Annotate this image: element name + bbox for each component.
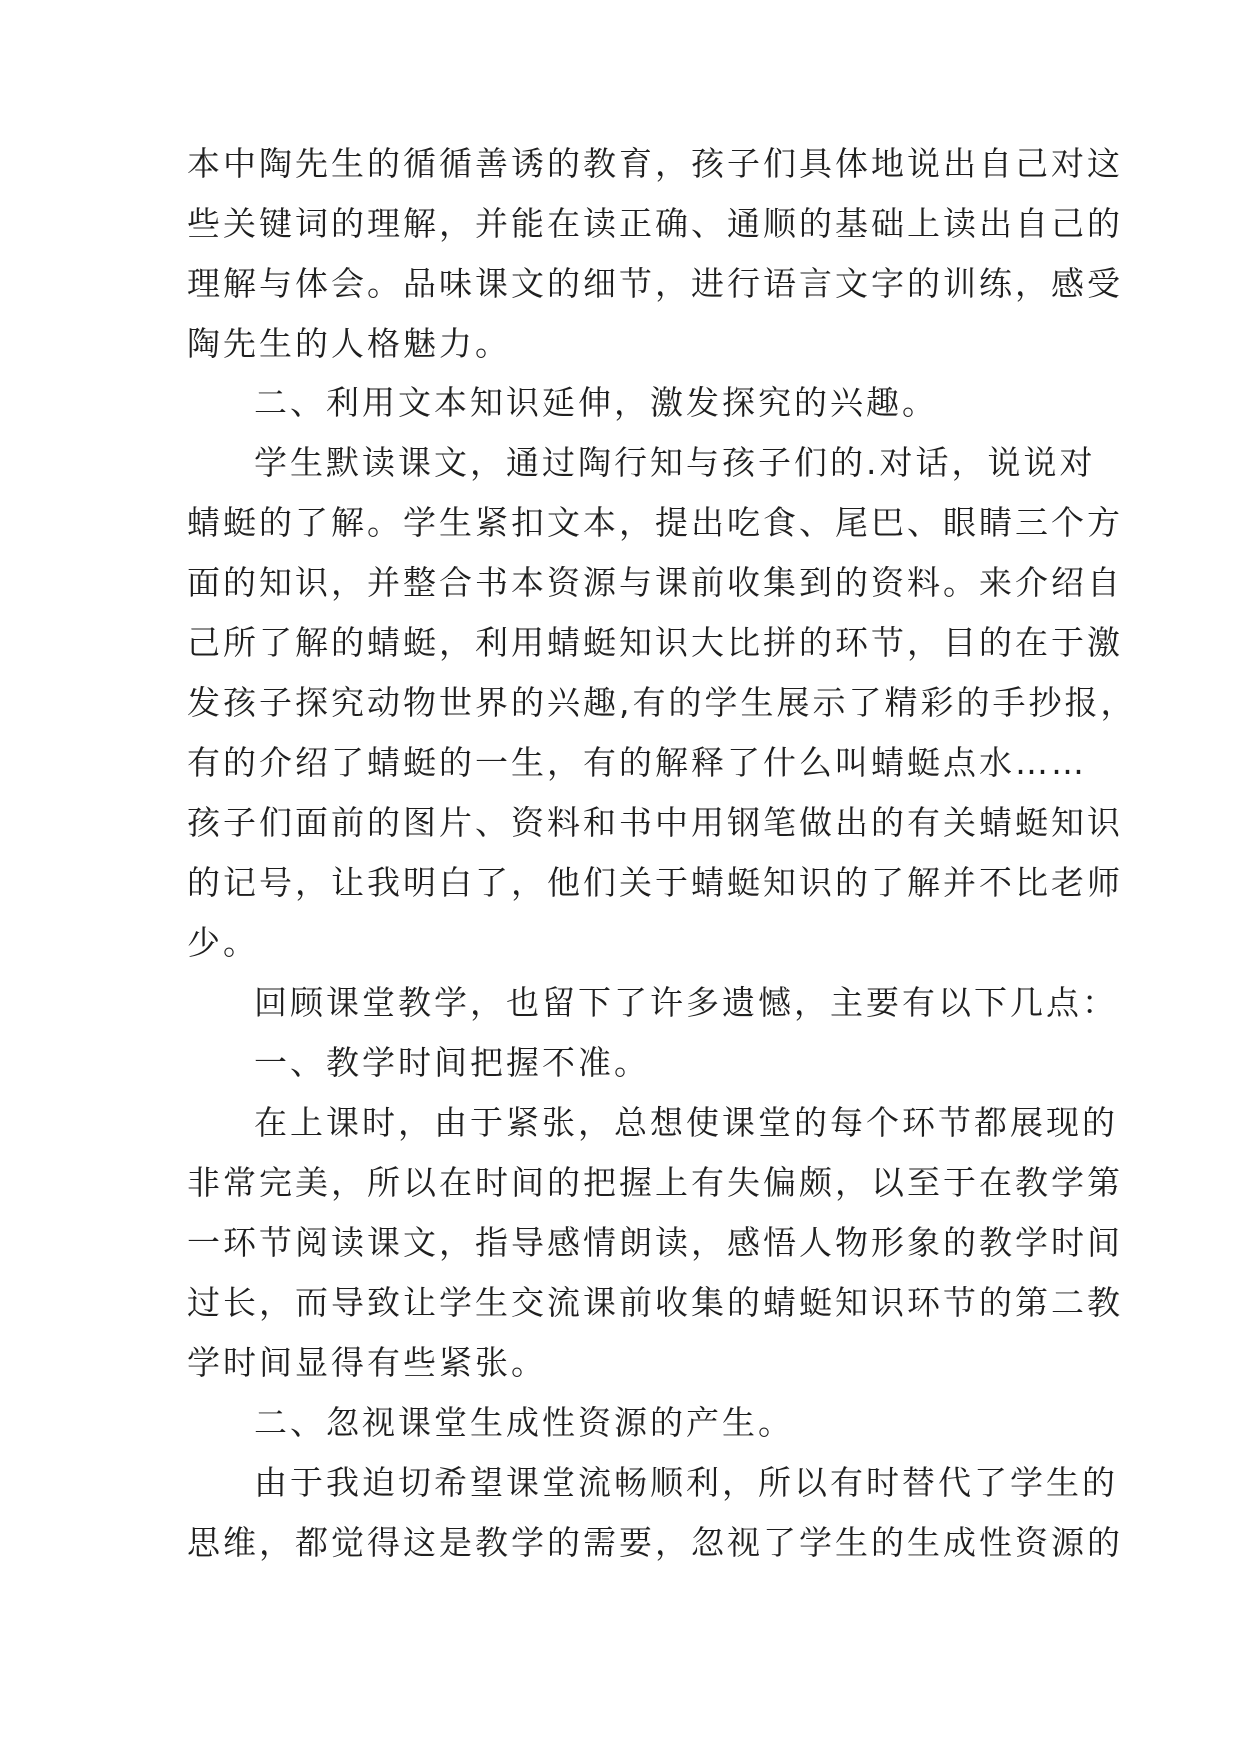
text-line: 少。 xyxy=(187,923,259,962)
paragraph-first-line: 在上课时，由于紧张，总想使课堂的每个环节都展现的 xyxy=(254,1103,1118,1142)
text-line: 本中陶先生的循循善诱的教育，孩子们具体地说出自己对这 xyxy=(187,144,1123,183)
text-line: 陶先生的人格魅力。 xyxy=(187,324,511,363)
text-line: 孩子们面前的图片、资料和书中用钢笔做出的有关蜻蜓知识 xyxy=(187,803,1123,842)
text-line: 非常完美，所以在时间的把握上有失偏颇，以至于在教学第 xyxy=(187,1163,1123,1202)
text-line: 有的介绍了蜻蜓的一生，有的解释了什么叫蜻蜓点水…… xyxy=(187,743,1087,782)
text-line: 发孩子探究动物世界的兴趣,有的学生展示了精彩的手抄报， xyxy=(187,683,1137,722)
text-line: 理解与体会。品味课文的细节，进行语言文字的训练，感受 xyxy=(187,264,1123,303)
text-line: 的记号，让我明白了，他们关于蜻蜓知识的了解并不比老师 xyxy=(187,863,1123,902)
paragraph-first-line: 学生默读课文，通过陶行知与孩子们的.对话，说说对 xyxy=(254,443,1096,482)
paragraph-first-line: 回顾课堂教学，也留下了许多遗憾，主要有以下几点： xyxy=(254,983,1118,1022)
text-line: 一环节阅读课文，指导感情朗读，感悟人物形象的教学时间 xyxy=(187,1223,1123,1262)
section-heading: 二、忽视课堂生成性资源的产生。 xyxy=(254,1403,794,1442)
text-line: 些关键词的理解，并能在读正确、通顺的基础上读出自己的 xyxy=(187,204,1123,243)
section-heading: 一、教学时间把握不准。 xyxy=(254,1043,650,1082)
section-heading: 二、利用文本知识延伸，激发探究的兴趣。 xyxy=(254,383,938,422)
text-line: 学时间显得有些紧张。 xyxy=(187,1343,547,1382)
text-line: 蜻蜓的了解。学生紧扣文本，提出吃食、尾巴、眼睛三个方 xyxy=(187,503,1123,542)
text-line: 过长，而导致让学生交流课前收集的蜻蜓知识环节的第二教 xyxy=(187,1283,1123,1322)
paragraph-first-line: 由于我迫切希望课堂流畅顺利，所以有时替代了学生的 xyxy=(254,1463,1118,1502)
text-line: 己所了解的蜻蜓，利用蜻蜓知识大比拼的环节，目的在于激 xyxy=(187,623,1123,662)
text-line: 思维，都觉得这是教学的需要，忽视了学生的生成性资源的 xyxy=(187,1523,1123,1562)
text-line: 面的知识，并整合书本资源与课前收集到的资料。来介绍自 xyxy=(187,563,1123,602)
